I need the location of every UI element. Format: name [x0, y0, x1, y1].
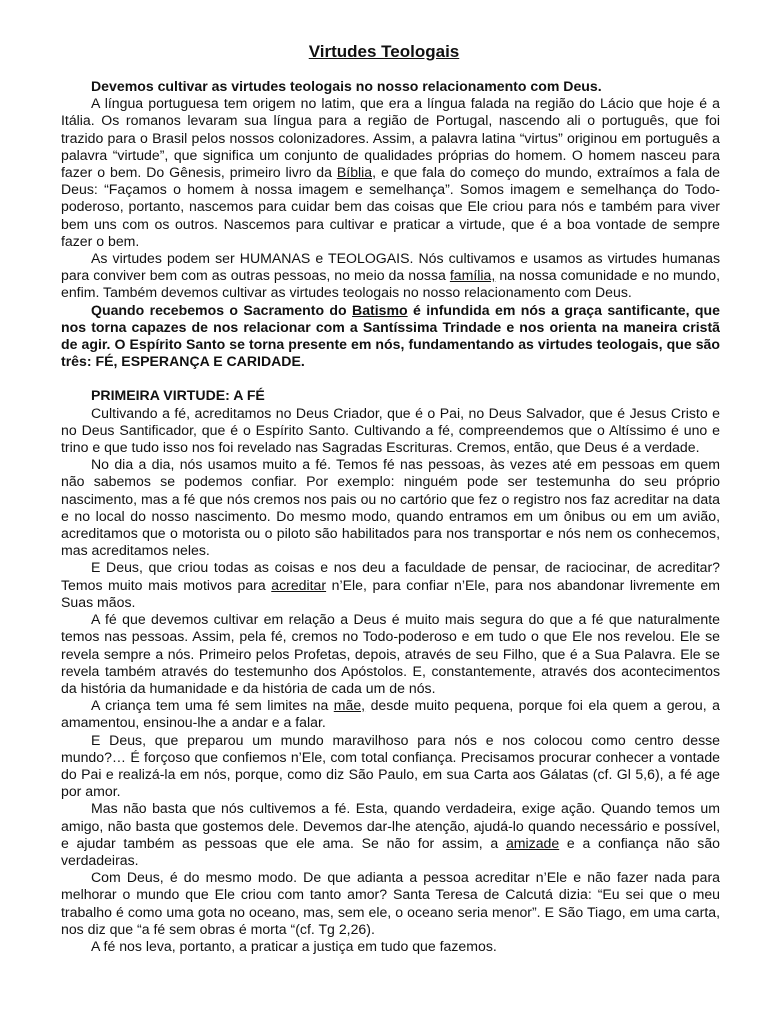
- intro-p3-text-b: é infundida em nós a graça santificante, que nos torna capazes de nos relacionar com a Santíssima Trindade e nos orienta na maneira cristã de agir. O Espírito Santo se torna presente em nós, fundamentando as virtudes teologais, que são três: FÉ, ESPERANÇA E CARIDADE.: [61, 301, 720, 370]
- section-paragraph-4: A fé que devemos cultivar em relação a Deus é muito mais segura do que a fé que naturalmente temos nas pessoas. Assim, pela fé, cremos no Todo-poderoso e em tudo o que Ele nos revelou. Ele se revela sempre a nós. Primeiro pelos Profetas, depois, através de seu Filho, que é a Sua Palavra. Ele se revela também através do testemunho dos Apóstolos. E, constantemente, através dos acontecimentos da história da humanidade e da história de cada um de nós.: [61, 611, 720, 696]
- link-mae[interactable]: mãe,: [333, 697, 366, 714]
- intro-p2-text-b: na nossa comunidade e no mundo, enfim. Também devemos cultivar as virtudes teologais no nosso relacionamento com Deus.: [61, 267, 720, 301]
- document-title: Virtudes Teologais: [308, 42, 460, 61]
- link-acreditar[interactable]: acreditar: [271, 576, 327, 593]
- document-body: [61, 78, 720, 955]
- intro-p1-text-b: e que fala do começo do mundo, extraímos a fala de Deus: “Façamos o homem à nossa imagem e semelhança”. Somos imagem e semelhança do Todo-poderoso, portanto, nascemos para cuidar bem das coisas que Ele criou para nós e também para viver bem uns com os outros. Nascemos para cultivar e praticar a virtude, que é a boa vontade de sempre fazer o bem.: [61, 164, 720, 249]
- intro-lead: Devemos cultivar as virtudes teologais no nosso relacionamento com Deus.: [91, 78, 602, 94]
- intro-p2-text-a: As virtudes podem ser HUMANAS e TEOLOGAIS. Nós cultivamos e usamos as virtudes humanas para conviver bem com as outras pessoas, no meio da nossa: [61, 250, 720, 284]
- section-p3-text-b: n’Ele, para confiar n’Ele, para nos abandonar livremente em Suas mãos.: [61, 576, 720, 610]
- section-p7-text-a: Mas não basta que nós cultivemos a fé. Esta, quando verdadeira, exige ação. Quando temos um amigo, não basta que gostemos dele. Devemos dar-lhe atenção, ajudá-lo quando necessário e possível, e ajudar também as pessoas que ele ama. Se não for assim, a: [61, 800, 720, 851]
- section-paragraph-9: A fé nos leva, portanto, a praticar a justiça em tudo que fazemos.: [91, 937, 497, 954]
- intro-p3-text-a: Quando recebemos o Sacramento do: [91, 301, 353, 318]
- intro-paragraph-3: [61, 302, 720, 371]
- section-paragraph-6: E Deus, que preparou um mundo maravilhoso para nós e nos colocou como centro desse mundo?… É forçoso que confiemos n’Ele, com total confiança. Precisamos procurar conhecer a vontade do Pai e realizá-la em nós, porque, como diz São Paulo, em sua Carta aos Gálatas (cf. Gl 5,6), a fé age por amor.: [61, 731, 720, 800]
- intro-paragraph-2: [61, 250, 720, 302]
- link-amizade[interactable]: amizade: [505, 834, 560, 851]
- link-batismo[interactable]: Batismo: [352, 301, 408, 318]
- section-paragraph-1: Cultivando a fé, acreditamos no Deus Criador, que é o Pai, no Deus Salvador, que é Jesus Cristo e no Deus Santificador, que é o Espírito Santo. Cultivando a fé, compreendemos que o Altíssimo é uno e trino e que tudo isso nos foi revelado nas Sagradas Escrituras. Cremos, então, que Deus é a verdade.: [61, 404, 720, 456]
- section-paragraph-3: [61, 559, 720, 611]
- section-p7-text-b: e a confiança não são verdadeiras.: [61, 834, 721, 868]
- section-p3-text-a: E Deus, que criou todas as coisas e nos deu a faculdade de pensar, de raciocinar, de acreditar? Temos muito mais motivos para: [61, 559, 720, 593]
- section-paragraph-5: [61, 697, 720, 731]
- section-heading: PRIMEIRA VIRTUDE: A FÉ: [91, 387, 265, 404]
- section-paragraph-8: Com Deus, é do mesmo modo. De que adianta a pessoa acreditar n’Ele e não fazer nada para melhorar o mundo que Ele criou com tanto amor? Santa Teresa de Calcutá dizia: “Eu sei que o meu trabalho é como uma gota no oceano, mas, sem ele, o oceano seria menor”. E São Tiago, em uma carta, nos diz que “a fé sem obras é morta “(cf. Tg 2,26).: [61, 869, 720, 937]
- intro-p1-text-a: A língua portuguesa tem origem no latim, que era a língua falada na região do Lácio que hoje é a Itália. Os romanos levaram sua língua para a região de Portugal, nascendo ali o português, que foi trazido para o Brasil pelos nossos colonizadores. Assim, a palavra latina “virtus” originou em português a palavra “virtude”, que significa um conjunto de qualidades próprias do homem. O homem nasceu para fazer o bem. Do Gênesis, primeiro livro da: [61, 95, 720, 181]
- section-paragraph-2: No dia a dia, nós usamos muito a fé. Temos fé nas pessoas, às vezes até em pessoas em quem não sabemos se podemos confiar. Por exemplo: ninguém pode ser testemunha do seu próprio nascimento, mas a fé que nós cremos nos pais ou no cartório que fez o registro nos faz acreditar na data e no local do nosso nascimento. Do mesmo modo, quando entramos em um ônibus ou em um avião, acreditamos que o motorista ou o piloto são habilitados para nos transportar e nós nem os conhecemos, mas acreditamos neles.: [61, 456, 720, 559]
- intro-paragraph-1: [61, 95, 720, 250]
- link-familia[interactable]: família,: [449, 267, 496, 284]
- section-paragraph-7: [61, 800, 720, 869]
- section-p5-text-a: A criança tem uma fé sem limites na: [91, 697, 334, 714]
- section-p5-text-b: desde muito pequena, porque foi ela quem a gerou, a amamentou, ensinou-lhe a andar e a falar.: [61, 697, 720, 731]
- link-biblia[interactable]: Bíblia,: [336, 164, 377, 181]
